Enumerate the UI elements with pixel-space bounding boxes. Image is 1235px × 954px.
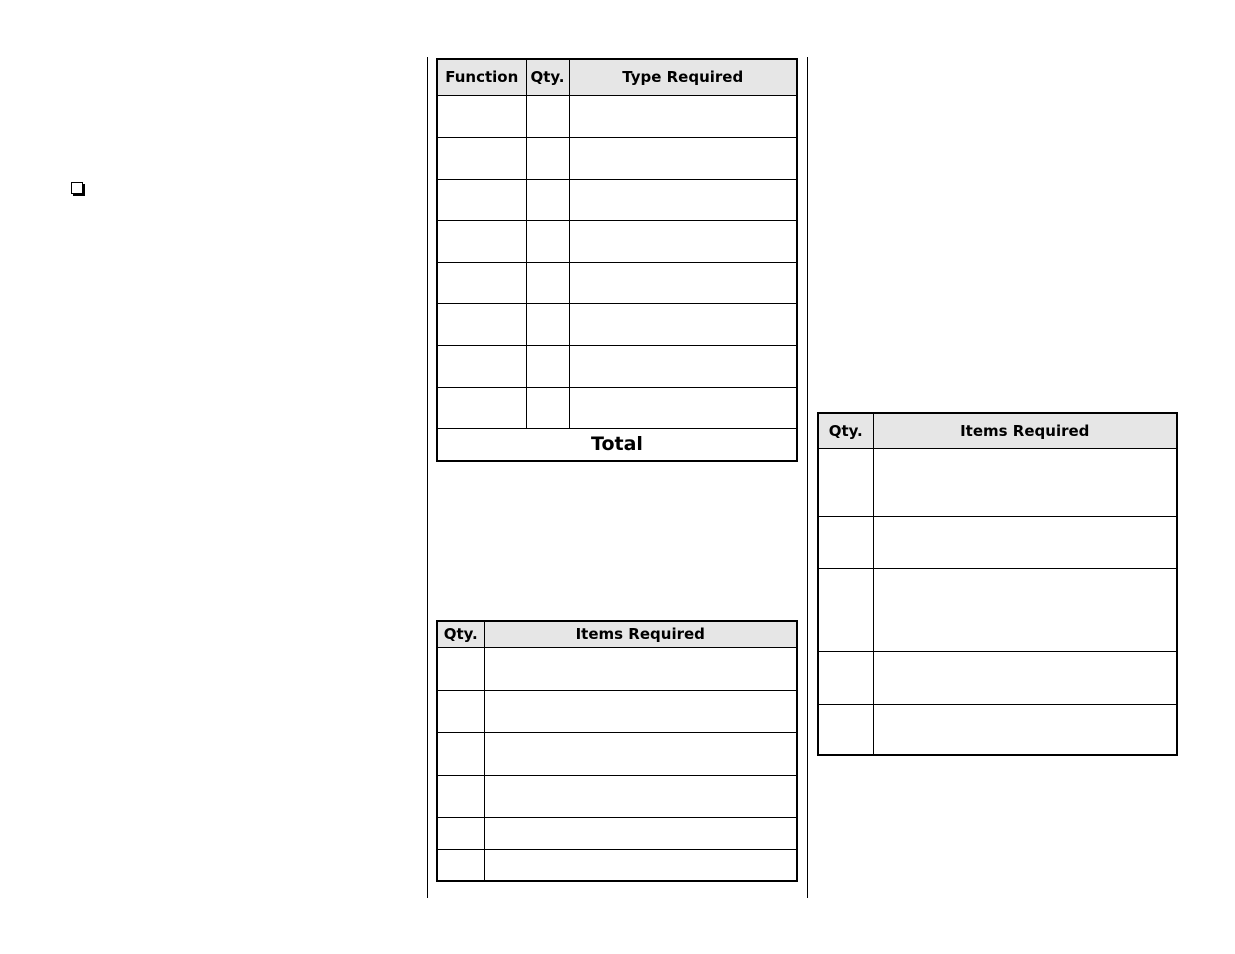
function-cell[interactable] [437,262,526,303]
function-cell[interactable] [437,345,526,387]
table-row [437,817,797,849]
table-row [437,95,797,137]
qty-cell[interactable] [437,690,484,732]
type-required-header: Type Required [569,59,797,95]
table-row [437,690,797,732]
qty-header: Qty. [526,59,569,95]
table-row [437,732,797,775]
item-cell[interactable] [873,568,1177,651]
table-row [818,568,1177,651]
type-cell[interactable] [569,387,797,428]
qty-cell[interactable] [526,303,569,345]
items-table-center [436,620,798,882]
function-cell[interactable] [437,220,526,262]
servo-table [436,58,798,462]
column-divider-left [427,57,428,898]
type-cell[interactable] [569,220,797,262]
table-row [437,137,797,179]
table-row [818,516,1177,568]
type-cell[interactable] [569,179,797,220]
type-cell[interactable] [569,303,797,345]
type-cell[interactable] [569,345,797,387]
function-cell[interactable] [437,387,526,428]
checkbox[interactable] [71,182,83,194]
qty-cell[interactable] [526,220,569,262]
function-cell[interactable] [437,95,526,137]
qty-cell[interactable] [526,179,569,220]
qty-cell[interactable] [526,345,569,387]
table-row [437,262,797,303]
table-row [437,303,797,345]
item-cell[interactable] [873,448,1177,516]
qty-cell[interactable] [526,262,569,303]
qty-cell[interactable] [818,448,873,516]
type-cell[interactable] [569,95,797,137]
items-table-right [817,412,1178,756]
function-header: Function [437,59,526,95]
type-cell[interactable] [569,262,797,303]
function-cell[interactable] [437,303,526,345]
item-cell[interactable] [873,704,1177,755]
items-required-header: Items Required [484,621,797,647]
table-row [437,220,797,262]
qty-cell[interactable] [526,95,569,137]
qty-cell[interactable] [437,732,484,775]
table-row [437,775,797,817]
table-row [437,387,797,428]
type-cell[interactable] [569,137,797,179]
qty-cell[interactable] [437,849,484,881]
qty-cell[interactable] [818,568,873,651]
qty-header: Qty. [437,621,484,647]
table-row [818,704,1177,755]
item-cell[interactable] [873,651,1177,704]
item-cell[interactable] [484,817,797,849]
qty-cell[interactable] [818,651,873,704]
table-row [437,345,797,387]
item-cell[interactable] [484,690,797,732]
qty-cell[interactable] [437,647,484,690]
table-row [818,651,1177,704]
item-cell[interactable] [484,849,797,881]
qty-cell[interactable] [437,817,484,849]
qty-cell[interactable] [526,387,569,428]
function-cell[interactable] [437,179,526,220]
item-cell[interactable] [484,775,797,817]
item-cell[interactable] [484,732,797,775]
item-cell[interactable] [873,516,1177,568]
qty-cell[interactable] [818,704,873,755]
table-row [437,647,797,690]
qty-cell[interactable] [526,137,569,179]
function-cell[interactable] [437,137,526,179]
items-required-header: Items Required [873,413,1177,448]
qty-cell[interactable] [437,775,484,817]
item-cell[interactable] [484,647,797,690]
table-row [818,448,1177,516]
table-row [437,849,797,881]
qty-cell[interactable] [818,516,873,568]
column-divider-right [807,57,808,898]
table-row [437,179,797,220]
total-label: Total [437,428,797,461]
total-row [437,428,797,461]
qty-header: Qty. [818,413,873,448]
